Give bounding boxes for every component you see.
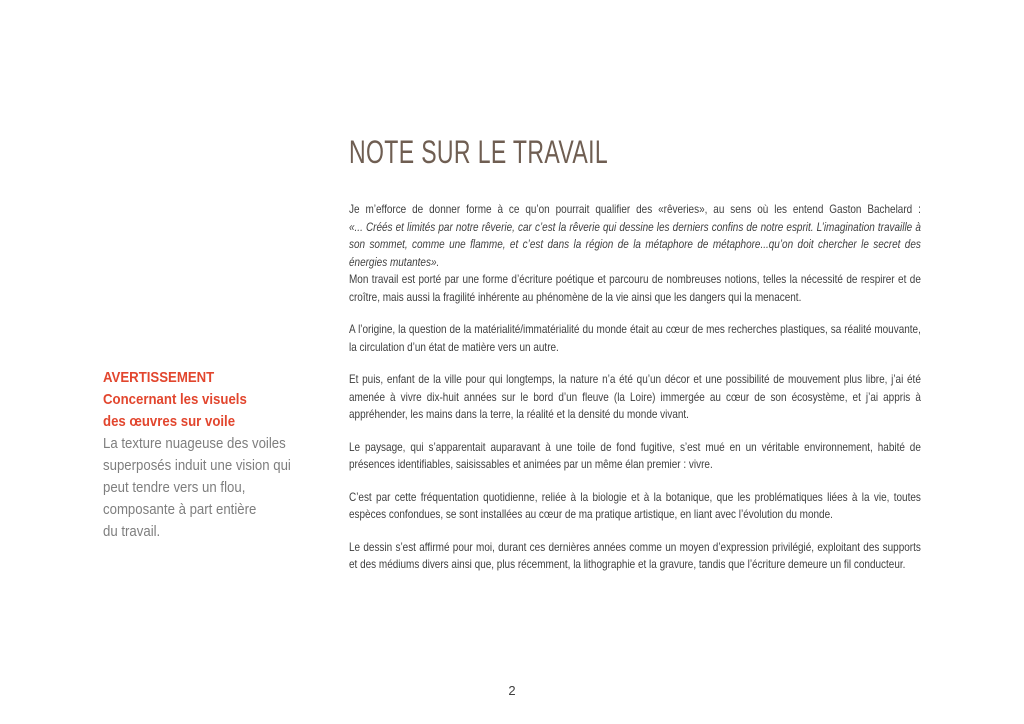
warning-body-line: superposés induit une vision qui [103,457,291,474]
warning-body-line: du travail. [103,523,161,540]
warning-heading-line: des œuvres sur voile [103,413,236,430]
warning-heading-line: Concernant les visuels [103,391,247,408]
paragraph: Et puis, enfant de la ville pour qui longtemps, la nature n’a été qu’un décor et une possibilité de mouvement plus libre, j’ai été amenée à vivre dix-huit années sur le bord d’un fleuve (la Loire) immergée au cœur de son écosystème, et j’ai appris à appréhender, les mains dans la terre, la réalité et la densité du monde vivant. [349,372,921,421]
main-text-column [349,201,921,589]
paragraph-with-quote [349,201,921,306]
page-number: 2 [508,683,516,698]
paragraph: Le dessin s’est affirmé pour moi, durant ces dernières années comme un moyen d’expression privilégié, exploitant des supports et des médiums divers ainsi que, plus récemment, la lithographie et la gravure, tandis que l’écriture demeure un fil conducteur. [349,539,921,571]
quote-continuation: Mon travail est porté par une forme d’écriture poétique et parcouru de nombreuses notions, telles la nécessité de respirer et de croître, mais aussi la fragilité inhérente au phénomène de la vie ainsi que les dangers qui la menacent. [349,272,921,304]
paragraph: A l’origine, la question de la matérialité/immatérialité du monde était au cœur de mes recherches plastiques, sa réalité mouvante, la circulation d’un état de matière vers un autre. [349,322,921,354]
warning-sidebar [103,367,334,543]
paragraph: Le paysage, qui s’apparentait auparavant à une toile de fond fugitive, s’est mué en un véritable environnement, habité de présences identifiables, saisissables et animées par un même élan premier : vivre. [349,439,921,471]
page-title: NOTE SUR LE TRAVAIL [349,134,609,171]
warning-heading [103,367,334,433]
warning-body-line: peut tendre vers un flou, [103,479,246,496]
intro-line: Je m’efforce de donner forme à ce qu’on pourrait qualifier des «rêveries», au sens où les entend Gaston Bachelard : [349,202,921,216]
paragraph: C’est par cette fréquentation quotidienne, reliée à la biologie et à la botanique, que les problématiques liées à la vie, toutes espèces confondues, se sont installées au cœur de ma pratique artistique, en liant avec l’évolution du monde. [349,489,921,521]
bachelard-quote: «... Créés et limités par notre rêverie, car c’est la rêverie qui dessine les derniers confins de notre esprit. L’imagination travaille à son sommet, comme une flamme, et c’est dans la région de la métaphore de métaphore...qu’on doit chercher le secret des énergies mutantes». [349,219,921,269]
warning-body [103,433,334,543]
warning-body-line: La texture nuageuse des voiles [103,435,286,452]
warning-heading-line: AVERTISSEMENT [103,369,215,386]
warning-body-line: composante à part entière [103,501,257,518]
